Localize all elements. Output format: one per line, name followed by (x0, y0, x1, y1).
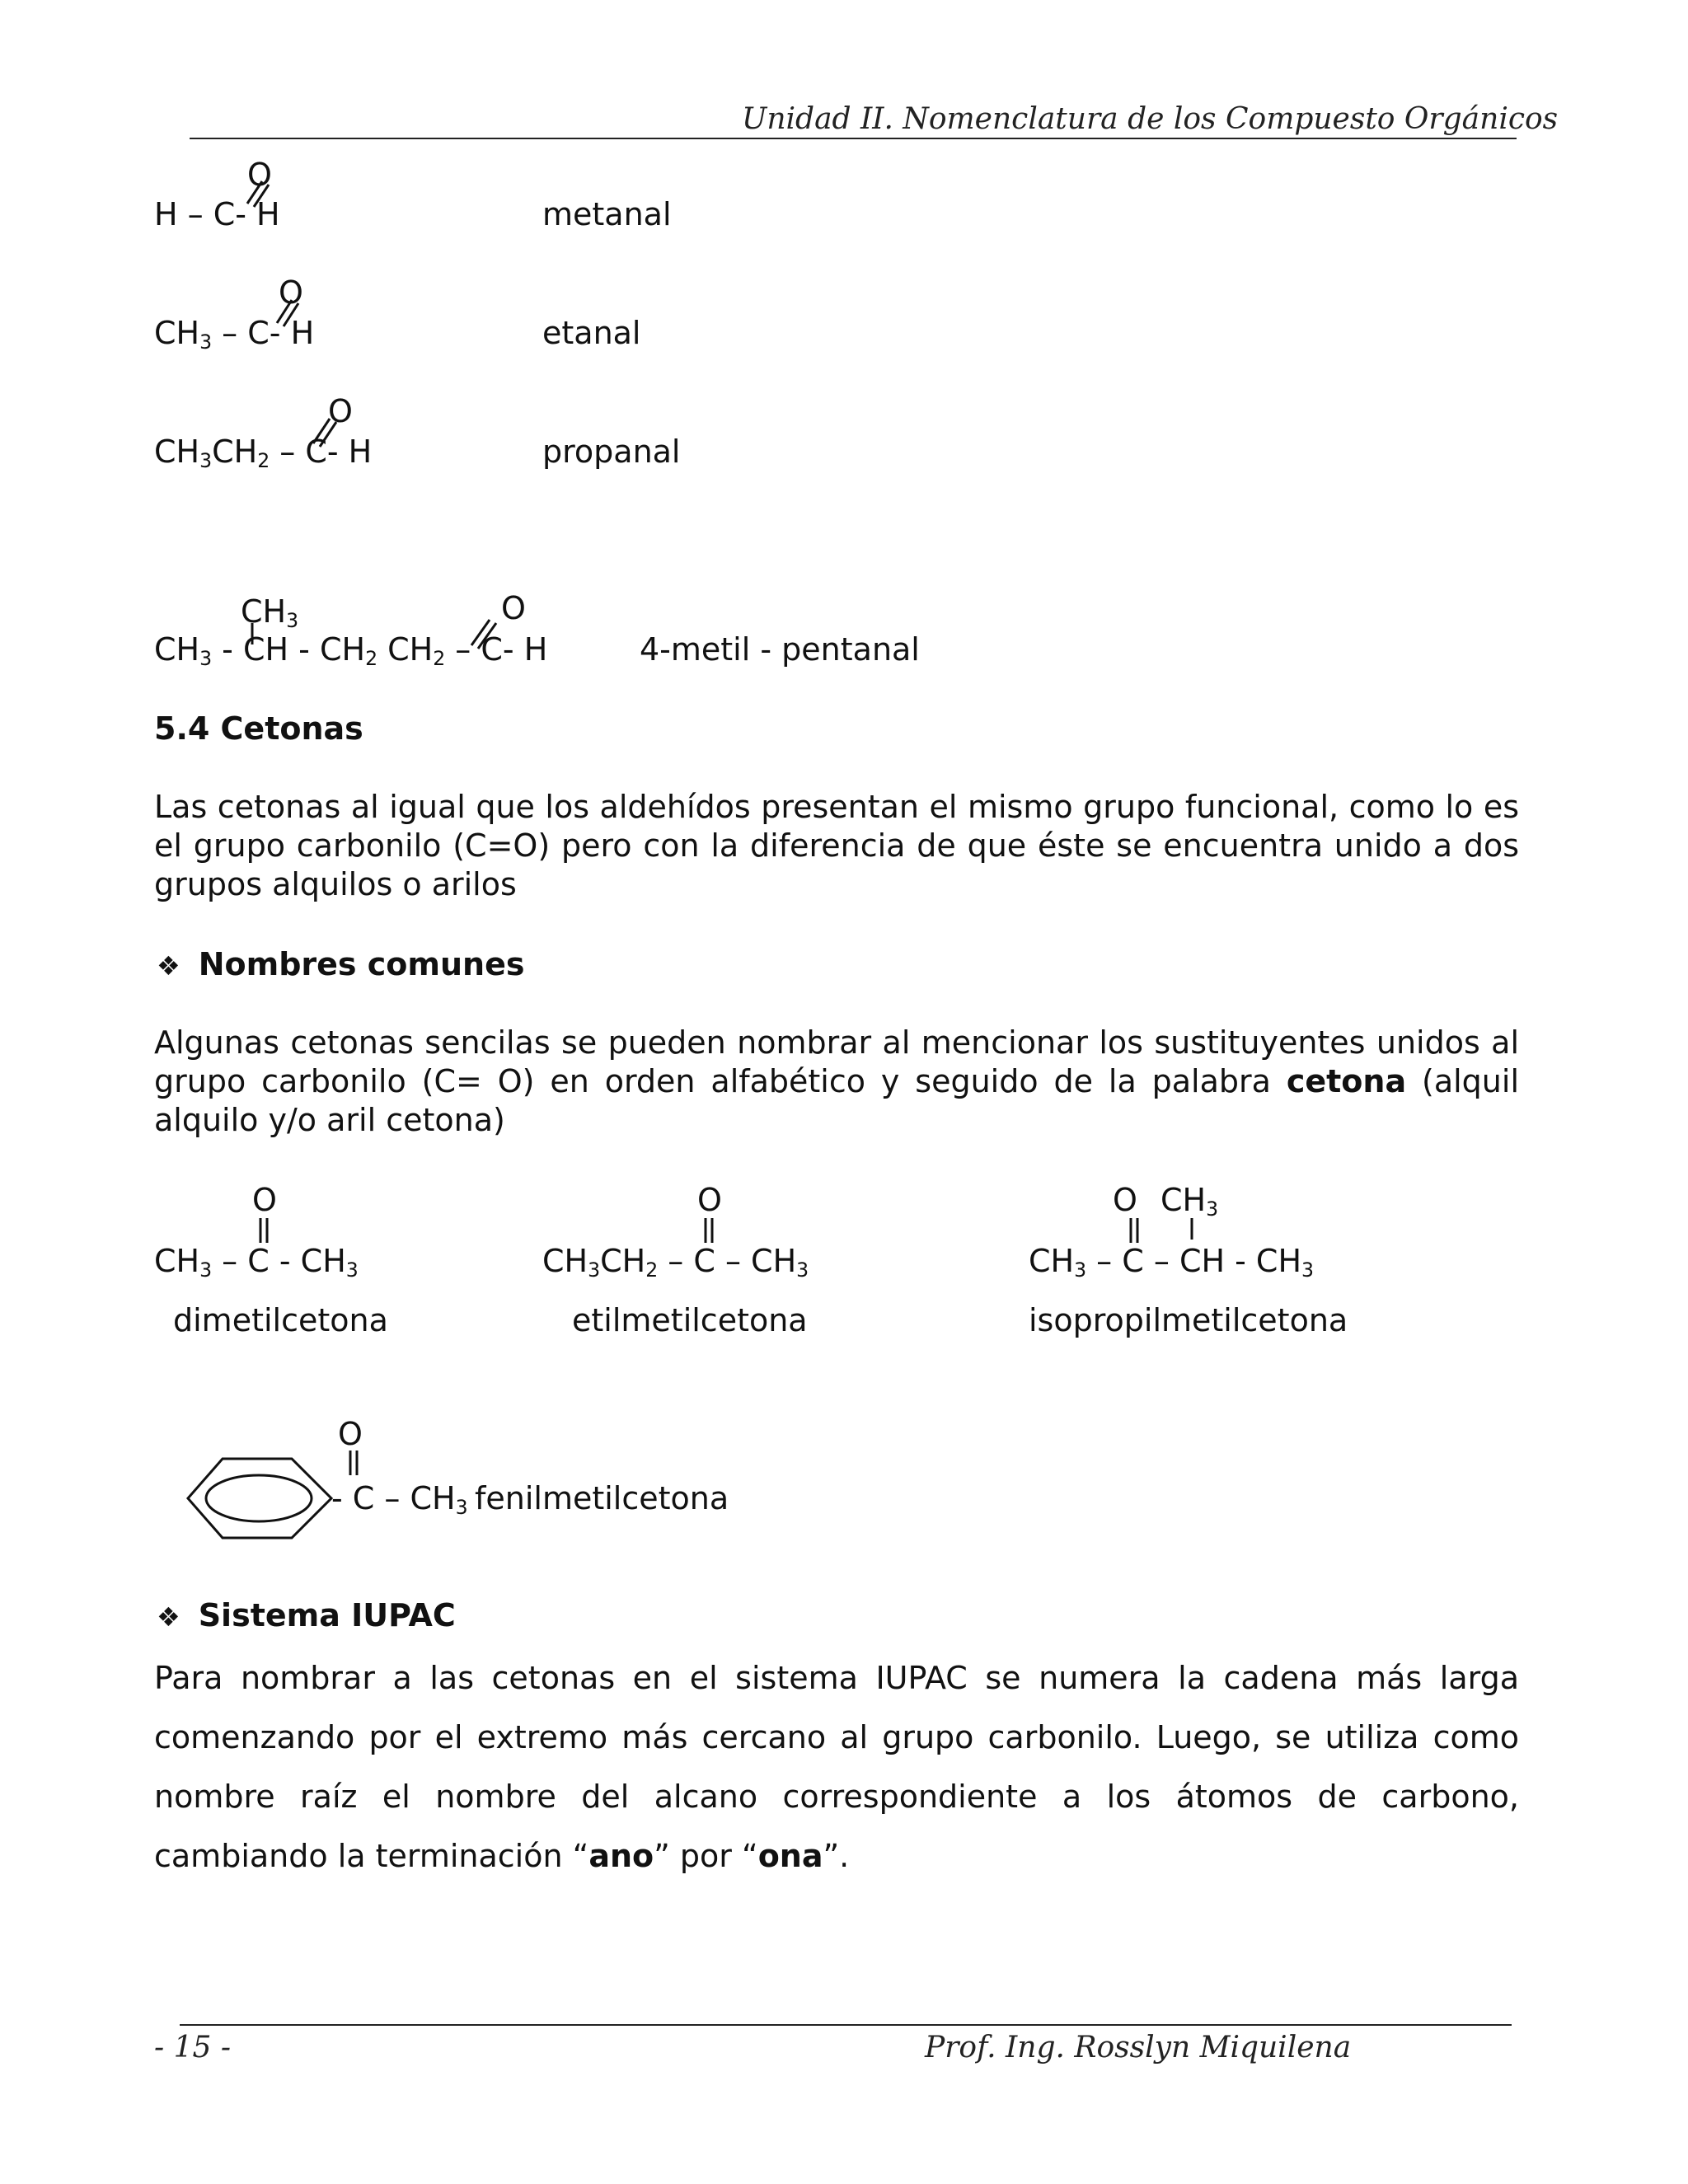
name-metanal: metanal (542, 196, 672, 232)
name-dimetil: dimetilcetona (173, 1302, 388, 1338)
footer-rule (180, 2024, 1512, 2026)
oxygen-propanal: O (328, 393, 353, 429)
header-rule (190, 138, 1517, 139)
benzene-ring-icon (0, 0, 1, 1)
section-heading: 5.4 Cetonas (154, 710, 363, 747)
footer-author: Prof. Ing. Rosslyn Miquilena (925, 2031, 1352, 2064)
iupac-heading: ❖ Sistema IUPAC (157, 1597, 456, 1633)
iupac-paragraph: Para nombrar a las cetonas en el sistema IUPAC se numera la cadena más larga comenzando por el extremo más cercano al grupo carbonilo. Luego, se utiliza como nombre raíz el nombre del alcano correspondiente a los átomos de carbono, cambiando la terminación “ano” por “ona”. (154, 1660, 1519, 1874)
oxygen-etanal: O (279, 274, 303, 311)
page-header-title: Unidad II. Nomenclatura de los Compuesto Orgánicos (742, 102, 1559, 136)
oxygen-pentanal: O (501, 590, 526, 626)
common-names-heading: ❖ Nombres comunes (157, 946, 525, 982)
oxygen-isopropil: O (1113, 1182, 1137, 1218)
methyl-branch: $CH_3$ (241, 593, 299, 632)
oxygen-dimetil: O (252, 1182, 277, 1218)
name-fenil: fenilmetilcetona (475, 1480, 729, 1516)
diamond-bullet-icon: ❖ (157, 1601, 181, 1633)
name-etilmetil: etilmetilcetona (572, 1302, 808, 1338)
oxygen-etilmetil: O (697, 1182, 722, 1218)
formula-isopropil: $CH_3$ – C – CH - $CH_3$ (1029, 1243, 1315, 1282)
name-pentanal: 4-metil - pentanal (640, 631, 920, 668)
formula-pentanal: $CH_3$ - CH - $CH_2$ $CH_2 - C-$ H (154, 631, 548, 670)
formula-etilmetil: $CH_3CH_2$ – C – $CH_3$ (542, 1243, 809, 1282)
methyl-isopropil: $CH_3$ (1160, 1182, 1219, 1221)
formula-fenil: - C – $CH_3$ (331, 1480, 468, 1519)
section-intro: Las cetonas al igual que los aldehídos presentan el mismo grupo funcional, como lo es el grupo carbonilo (C=O) pero con la diferencia de que éste se encuentra unido a dos grupos alquilos o arilos (154, 789, 1519, 902)
formula-etanal: $CH_3 - C-$ H (154, 315, 315, 354)
page-number: - 15 - (154, 2031, 232, 2064)
formula-dimetil: $CH_3$ – C - $CH_3$ (154, 1243, 359, 1282)
formula-metanal: H – C- H (154, 196, 280, 232)
formula-propanal: $CH_3CH_2 - C-$ H (154, 434, 373, 472)
name-isopropil: isopropilmetilcetona (1029, 1302, 1348, 1338)
oxygen-metanal: O (247, 157, 272, 193)
common-names-paragraph: Algunas cetonas sencilas se pueden nombrar al mencionar los sustituyentes unidos al grupo carbonilo (C= O) en orden alfabético y seguido de la palabra cetona (alquil alquilo y/o aril cetona) (154, 1024, 1519, 1138)
name-etanal: etanal (542, 315, 641, 351)
name-propanal: propanal (542, 434, 681, 470)
oxygen-fenil: O (338, 1416, 363, 1452)
diamond-bullet-icon: ❖ (157, 950, 181, 982)
